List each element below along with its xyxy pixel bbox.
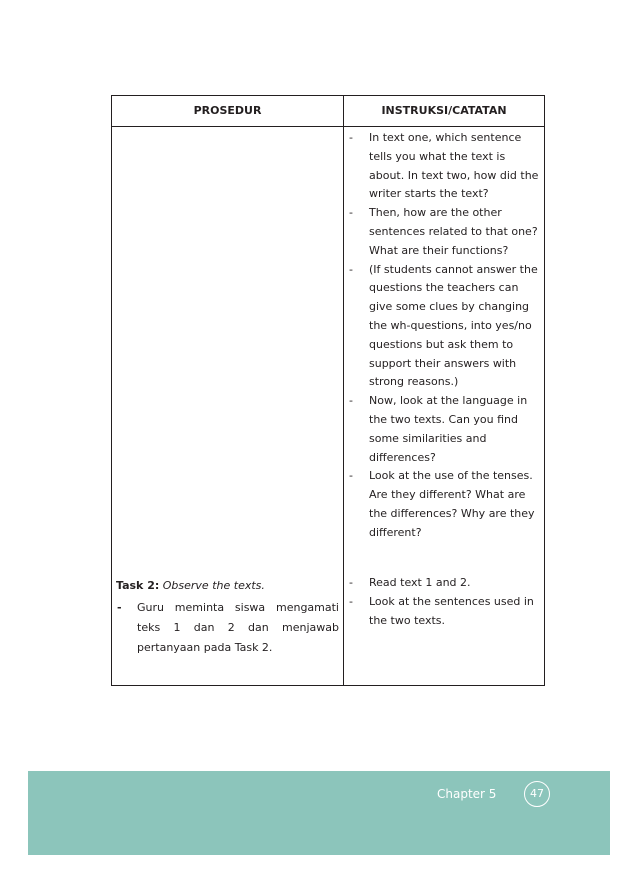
chapter-label: Chapter 5 bbox=[437, 787, 497, 801]
instruction-text: In text one, which sentence tells you what the text is about. In text two, how did the writer starts the text? bbox=[369, 131, 539, 201]
dash-bullet: - bbox=[349, 576, 353, 589]
instruction-text: (If students cannot answer the questions the teachers can give some clues by changing the wh-questions, into yes/no questions but ask them to support their answers with strong reasons.) bbox=[369, 262, 538, 389]
table-header-row bbox=[112, 96, 544, 127]
instruction-item bbox=[344, 261, 544, 393]
header-prosedur: PROSEDUR bbox=[193, 104, 262, 117]
instruction-text: Then, how are the other sentences related to that one? What are their functions? bbox=[369, 206, 538, 257]
footer-band bbox=[28, 771, 610, 855]
instruction-item bbox=[344, 467, 544, 542]
task2-item bbox=[116, 598, 339, 658]
header-instruksi: INSTRUKSI/CATATAN bbox=[381, 104, 507, 117]
dash-bullet: - bbox=[349, 262, 353, 276]
task2-label: Task 2: bbox=[116, 579, 160, 592]
dash-bullet: - bbox=[349, 469, 353, 483]
task2-title bbox=[116, 576, 339, 595]
instruction-item bbox=[344, 593, 544, 631]
page-number: 47 bbox=[524, 781, 550, 807]
instruction-list bbox=[344, 129, 544, 543]
instruction-item bbox=[344, 574, 544, 593]
dash-bullet: - bbox=[349, 206, 353, 220]
task2-subtitle: Observe the texts. bbox=[162, 579, 265, 592]
instruction-text: Read text 1 and 2. bbox=[369, 576, 471, 589]
task2-item-text: Guru meminta siswa mengamati teks 1 dan 2 dan menjawab pertanyaan pada Task 2. bbox=[137, 601, 339, 654]
dash-bullet: - bbox=[349, 131, 353, 144]
task2-procedure bbox=[116, 576, 339, 658]
procedure-table bbox=[111, 95, 545, 686]
instruction-text: Now, look at the language in the two texts. Can you find some similarities and differences? bbox=[369, 394, 528, 464]
task2-instruction-list bbox=[344, 574, 544, 630]
dash-bullet: - bbox=[349, 394, 353, 408]
dash-bullet: - bbox=[117, 601, 122, 614]
instruction-text: Look at the sentences used in the two texts. bbox=[369, 594, 534, 627]
instruction-item bbox=[344, 129, 544, 204]
instruction-item bbox=[344, 392, 544, 467]
instruction-item bbox=[344, 204, 544, 260]
dash-bullet: - bbox=[349, 594, 353, 608]
instruction-text: Look at the use of the tenses. Are they different? What are the differences? Why are they different? bbox=[369, 469, 535, 539]
